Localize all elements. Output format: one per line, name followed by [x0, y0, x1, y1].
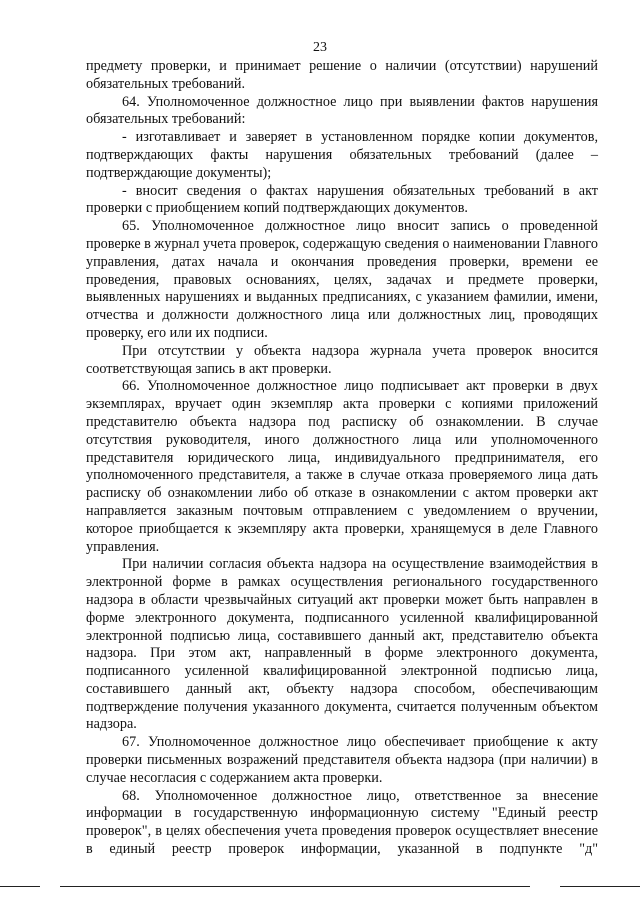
paragraph-65: 65. Уполномоченное должностное лицо вносит запись о проведенной проверке в журнал учета проверок, содержащую сведения о наименовании Главного управления, датах начала и окончания проведения проверки, времени ее проведения, правовых основаниях, целях, задачах и предмете проверки, выявленных нарушениях и выданных предписаниях, с указанием фамилии, имени, отчества и должности должностного лица или должностных лиц, проводящих проверку, его или их подписи.	[86, 218, 598, 341]
paragraph-67: 67. Уполномоченное должностное лицо обеспечивает приобщение к акту проверки письменных возражений представителя объекта надзора (при наличии) в случае несогласия с содержанием акта проверки.	[86, 734, 598, 786]
footer-rule-left	[0, 886, 40, 887]
paragraph-65-note: При отсутствии у объекта надзора журнала учета проверок вносится соответствующая запись в акт проверки.	[86, 342, 598, 377]
paragraph-66: 66. Уполномоченное должностное лицо подписывает акт проверки в двух экземплярах, вручает один экземпляр акта проверки с копиями приложений представителю объекта надзора под расписку об ознакомлении. В случае отсутствия руководителя, иного должностного лица или уполномоченного представителя юридического лица, индивидуального предпринимателя, его уполномоченного представителя, а также в случае отказа проверяемого лица дать расписку об ознакомлении либо об отказе в ознакомлении с актом проверки акт направляется заказным почтовым отправлением с уведомлением о вручении, которое приобщается к экземпляру акта проверки, хранящемуся в деле Главного управления.	[86, 378, 598, 555]
document-body	[86, 58, 598, 859]
paragraph-66-electronic: При наличии согласия объекта надзора на осуществление взаимодействия в электронной форме в рамках осуществления регионального государственного надзора в области чрезвычайных ситуаций акт проверки может быть направлен в форме электронного документа, подписанного усиленной квалифицированной электронной подписью лица, составившего данный акт, представителю объекта надзора. При этом акт, направленный в форме электронного документа, подписанного усиленной квалифицированной электронной подписью лица, составившего данный акт, объекту надзора способом, обеспечивающим подтверждение получения указанного документа, считается полученным объектом надзора.	[86, 556, 598, 733]
footer-rule-right	[560, 886, 640, 887]
paragraph-64: 64. Уполномоченное должностное лицо при выявлении фактов нарушения обязательных требований:	[86, 93, 598, 128]
page-number: 23	[313, 40, 327, 55]
paragraph-64-item-1: - изготавливает и заверяет в установленном порядке копии документов, подтверждающих факты нарушения обязательных требований (далее – подтверждающие документы);	[86, 129, 598, 181]
paragraph-64-item-2: - вносит сведения о фактах нарушения обязательных требований в акт проверки с приобщением копий подтверждающих документов.	[86, 182, 598, 217]
paragraph-68: 68. Уполномоченное должностное лицо, ответственное за внесение информации в государственную информационную систему "Единый реестр проверок", в целях обеспечения учета проведения проверок осуществляет внесение в единый реестр проверок информации, указанной в подпункте "д"	[86, 787, 598, 858]
paragraph-continuation: предмету проверки, и принимает решение о наличии (отсутствии) нарушений обязательных требований.	[86, 58, 598, 92]
footer-rule-main	[60, 886, 530, 887]
